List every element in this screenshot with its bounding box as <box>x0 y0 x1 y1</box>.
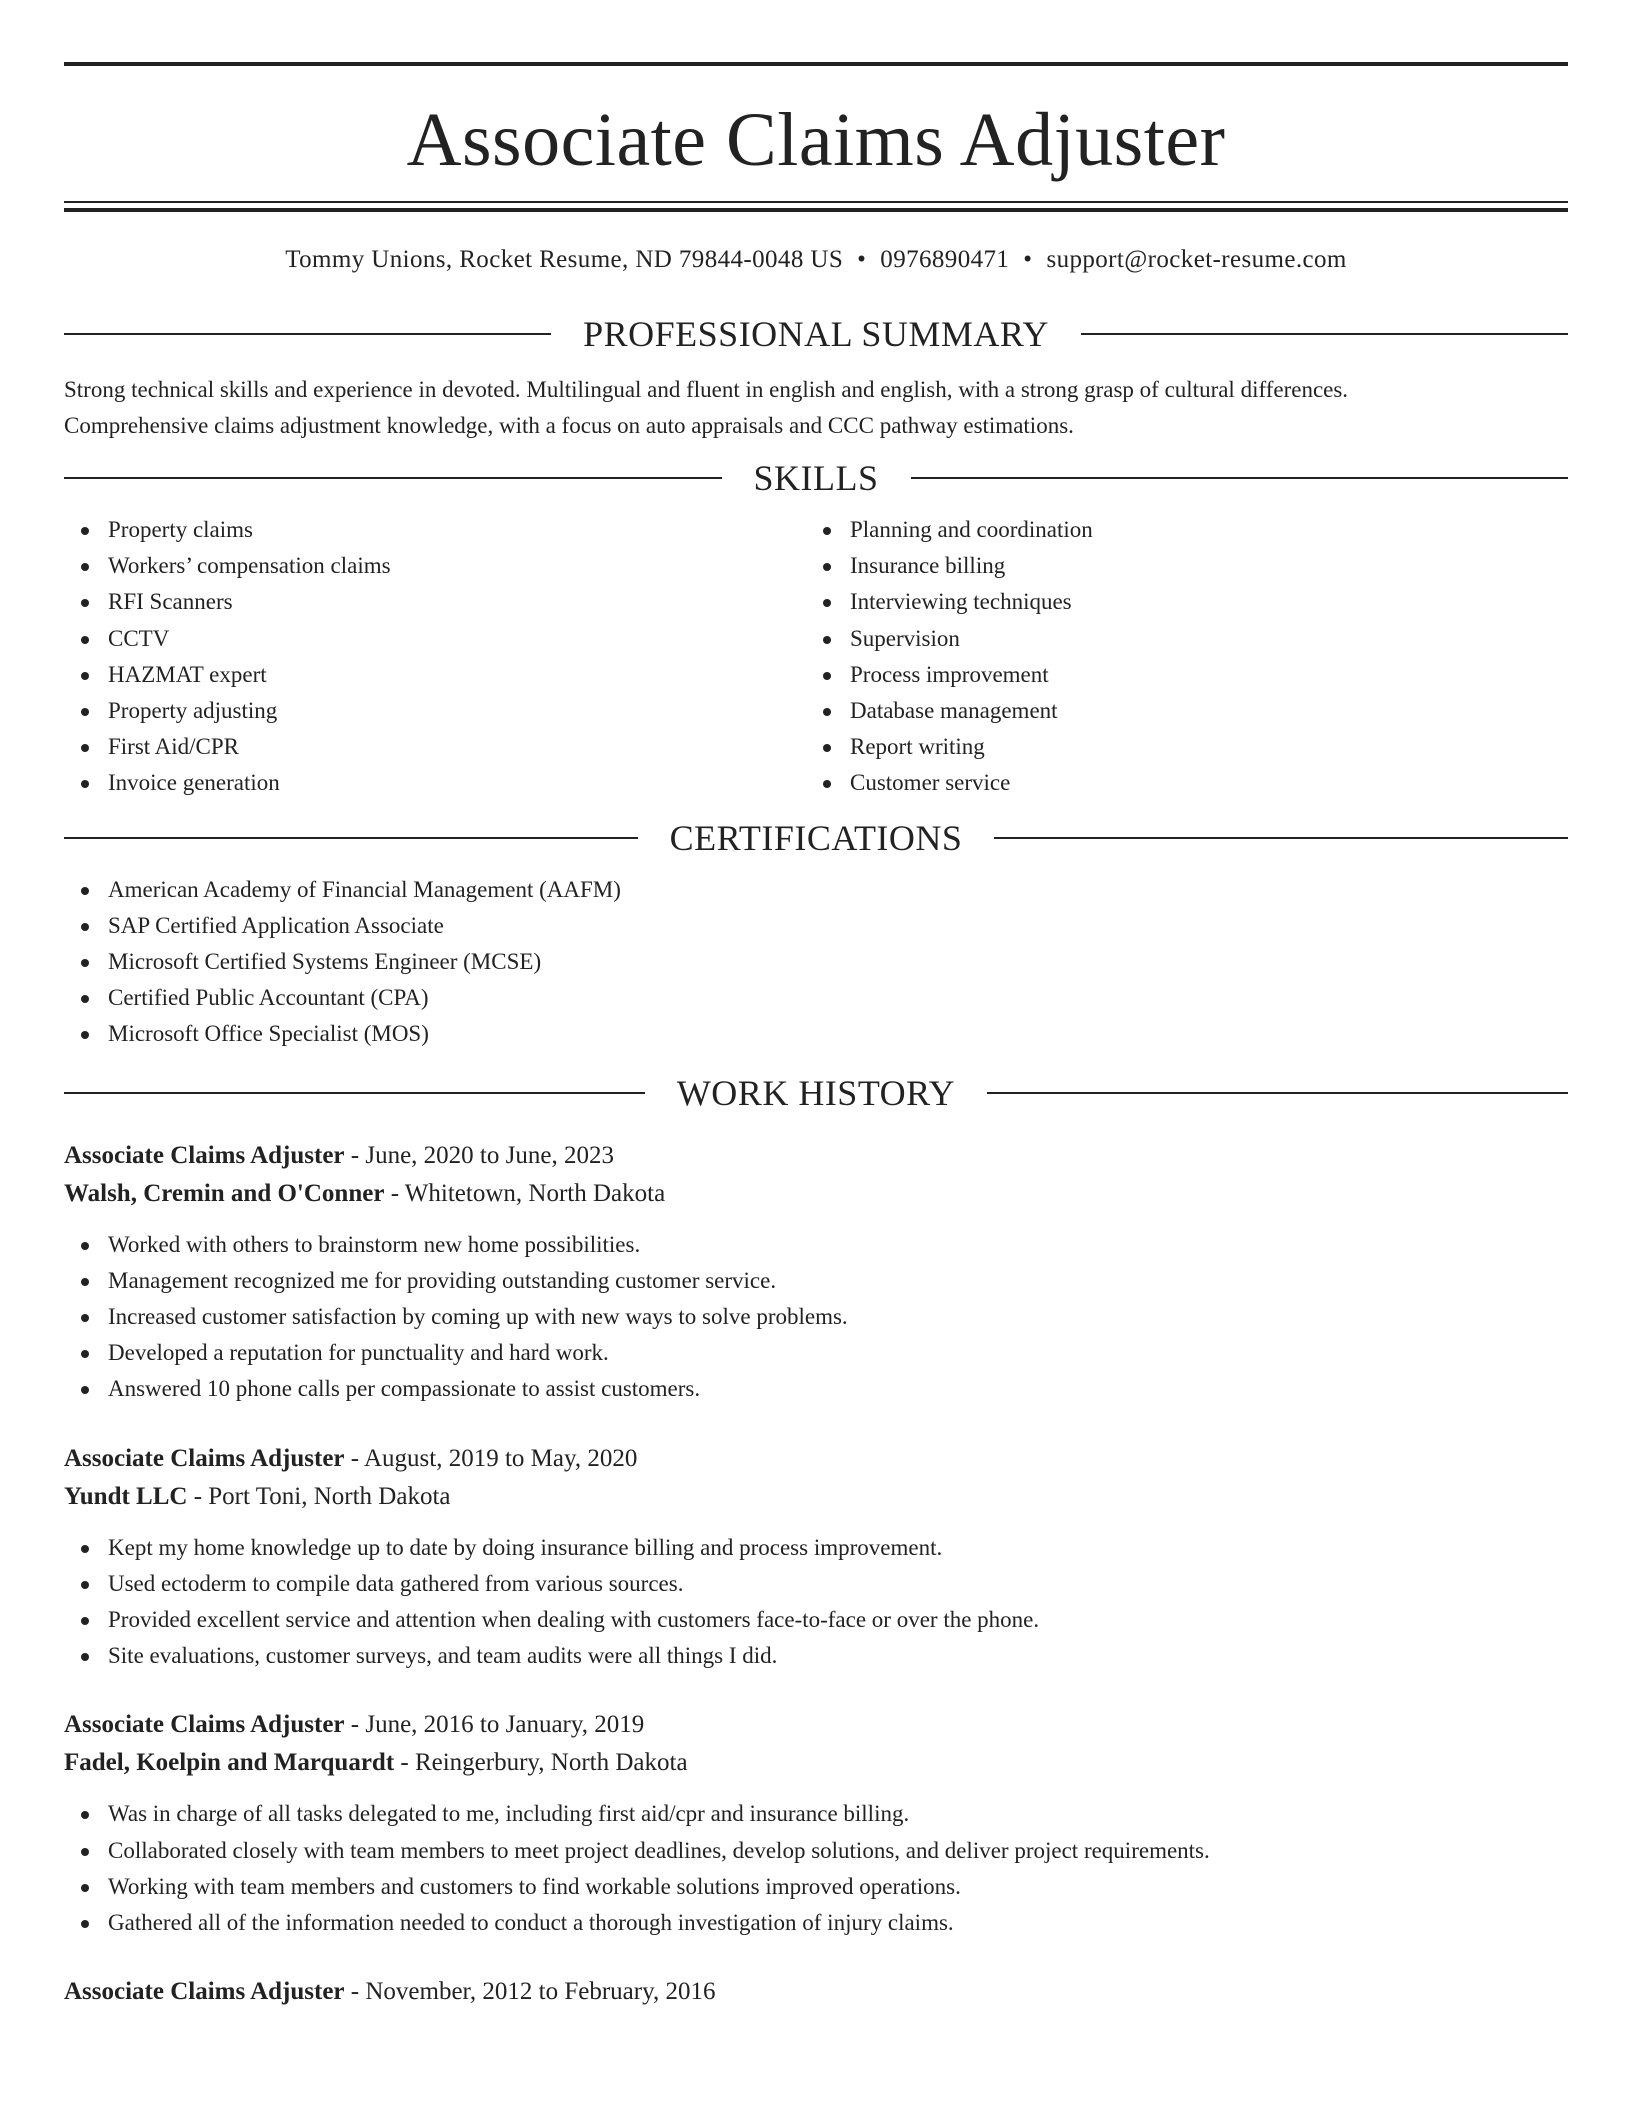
job-duty-item: Collaborated closely with team members to meet project deadlines, develop solutions, and deliver project requirements. <box>64 1833 1568 1869</box>
job-title-line <box>64 1973 1568 2011</box>
skill-item: Customer service <box>806 765 1548 801</box>
job-entry <box>64 1137 1568 1408</box>
job-duty-item: Was in charge of all tasks delegated to me, including first aid/cpr and insurance billing. <box>64 1796 1568 1832</box>
skill-item: Supervision <box>806 621 1548 657</box>
resume-page <box>64 0 1568 2011</box>
skill-item: RFI Scanners <box>64 584 806 620</box>
divider <box>64 477 722 479</box>
section-header-summary <box>64 312 1568 356</box>
job-dates: - June, 2020 to June, 2023 <box>344 1141 614 1169</box>
contact-separator: • <box>857 246 867 273</box>
skill-item: Insurance billing <box>806 548 1548 584</box>
certification-item: Microsoft Office Specialist (MOS) <box>64 1016 1568 1052</box>
job-duty-item: Provided excellent service and attention when dealing with customers face-to-face or over the phone. <box>64 1602 1568 1638</box>
job-title: Associate Claims Adjuster <box>64 1141 345 1169</box>
job-duty-item: Site evaluations, customer surveys, and team audits were all things I did. <box>64 1638 1568 1674</box>
contact-email[interactable]: support@rocket-resume.com <box>1046 246 1347 273</box>
skill-item: Process improvement <box>806 657 1548 693</box>
skill-item: Invoice generation <box>64 765 806 801</box>
title-rule-upper <box>64 201 1568 203</box>
company-location: - Port Toni, North Dakota <box>187 1482 451 1510</box>
certification-item: Microsoft Certified Systems Engineer (MCSE) <box>64 944 1568 980</box>
job-entry <box>64 1973 1568 2011</box>
job-duty-item: Gathered all of the information needed to conduct a thorough investigation of injury claims. <box>64 1905 1568 1941</box>
certification-item: American Academy of Financial Management (AAFM) <box>64 872 1568 908</box>
contact-phone: 0976890471 <box>880 246 1010 273</box>
skill-item: HAZMAT expert <box>64 657 806 693</box>
job-dates: - August, 2019 to May, 2020 <box>344 1444 638 1472</box>
section-title-certifications: CERTIFICATIONS <box>669 817 963 858</box>
job-duty-item: Management recognized me for providing outstanding customer service. <box>64 1263 1568 1299</box>
title-rule-lower <box>64 208 1568 212</box>
job-duty-item: Developed a reputation for punctuality and hard work. <box>64 1335 1568 1371</box>
divider <box>987 1092 1568 1094</box>
section-header-skills <box>64 456 1568 500</box>
contact-line <box>64 246 1568 274</box>
skill-item: Interviewing techniques <box>806 584 1548 620</box>
skill-item: Property claims <box>64 512 806 548</box>
section-title-skills: SKILLS <box>753 458 879 498</box>
divider <box>64 1092 645 1094</box>
job-duty-item: Working with team members and customers to find workable solutions improved operations. <box>64 1869 1568 1905</box>
summary-line: Strong technical skills and experience in devoted. Multilingual and fluent in english and english, with a strong grasp of cultural differences. <box>64 377 1349 402</box>
skill-item: Report writing <box>806 729 1548 765</box>
skills-column-left <box>64 512 806 802</box>
summary-line: Comprehensive claims adjustment knowledge, with a focus on auto appraisals and CCC pathway estimations. <box>64 413 1074 438</box>
job-duty-item: Worked with others to brainstorm new home possibilities. <box>64 1227 1568 1263</box>
divider <box>64 837 638 839</box>
company-location: - Reingerbury, North Dakota <box>394 1749 688 1777</box>
section-title-summary: PROFESSIONAL SUMMARY <box>583 314 1049 354</box>
job-duty-item: Kept my home knowledge up to date by doing insurance billing and process improvement. <box>64 1530 1568 1566</box>
job-entry <box>64 1706 1568 1941</box>
job-entry <box>64 1440 1568 1675</box>
certification-item: SAP Certified Application Associate <box>64 908 1568 944</box>
skill-item: Property adjusting <box>64 693 806 729</box>
job-title: Associate Claims Adjuster <box>64 1978 345 2006</box>
section-header-certifications <box>64 816 1568 860</box>
certifications-list <box>64 872 1568 1053</box>
job-company-line <box>64 1744 1568 1782</box>
skill-item: Workers’ compensation claims <box>64 548 806 584</box>
company-location: - Whitetown, North Dakota <box>384 1179 666 1207</box>
job-title-line <box>64 1440 1568 1478</box>
job-title: Associate Claims Adjuster <box>64 1444 345 1472</box>
divider <box>911 477 1569 479</box>
job-title-line <box>64 1706 1568 1744</box>
skill-item: Database management <box>806 693 1548 729</box>
job-dates: - November, 2012 to February, 2016 <box>344 1978 716 2006</box>
skills-list <box>64 512 1568 802</box>
job-company-line <box>64 1478 1568 1516</box>
job-company-line <box>64 1175 1568 1213</box>
section-header-work-history <box>64 1071 1568 1115</box>
job-duties <box>64 1227 1568 1408</box>
job-duty-item: Answered 10 phone calls per compassionate to assist customers. <box>64 1371 1568 1407</box>
contact-address: Tommy Unions, Rocket Resume, ND 79844-0048 US <box>285 246 844 273</box>
divider <box>994 837 1568 839</box>
job-title: Associate Claims Adjuster <box>64 1711 345 1739</box>
certification-item: Certified Public Accountant (CPA) <box>64 980 1568 1016</box>
skill-item: CCTV <box>64 621 806 657</box>
divider <box>64 333 551 335</box>
section-title-work-history: WORK HISTORY <box>676 1072 956 1113</box>
summary-text <box>64 372 1568 444</box>
skills-column-right <box>806 512 1548 802</box>
skill-item: Planning and coordination <box>806 512 1548 548</box>
company-name: Walsh, Cremin and O'Conner <box>64 1179 385 1207</box>
job-duties <box>64 1530 1568 1675</box>
page-title: Associate Claims Adjuster <box>406 98 1226 182</box>
job-title-line <box>64 1137 1568 1175</box>
divider <box>1081 333 1568 335</box>
job-duty-item: Increased customer satisfaction by coming up with new ways to solve problems. <box>64 1299 1568 1335</box>
company-name: Yundt LLC <box>64 1482 188 1510</box>
job-duty-item: Used ectoderm to compile data gathered from various sources. <box>64 1566 1568 1602</box>
company-name: Fadel, Koelpin and Marquardt <box>64 1749 395 1777</box>
job-duties <box>64 1796 1568 1941</box>
job-dates: - June, 2016 to January, 2019 <box>344 1711 645 1739</box>
top-rule <box>64 62 1568 66</box>
skill-item: First Aid/CPR <box>64 729 806 765</box>
contact-separator: • <box>1023 246 1033 273</box>
